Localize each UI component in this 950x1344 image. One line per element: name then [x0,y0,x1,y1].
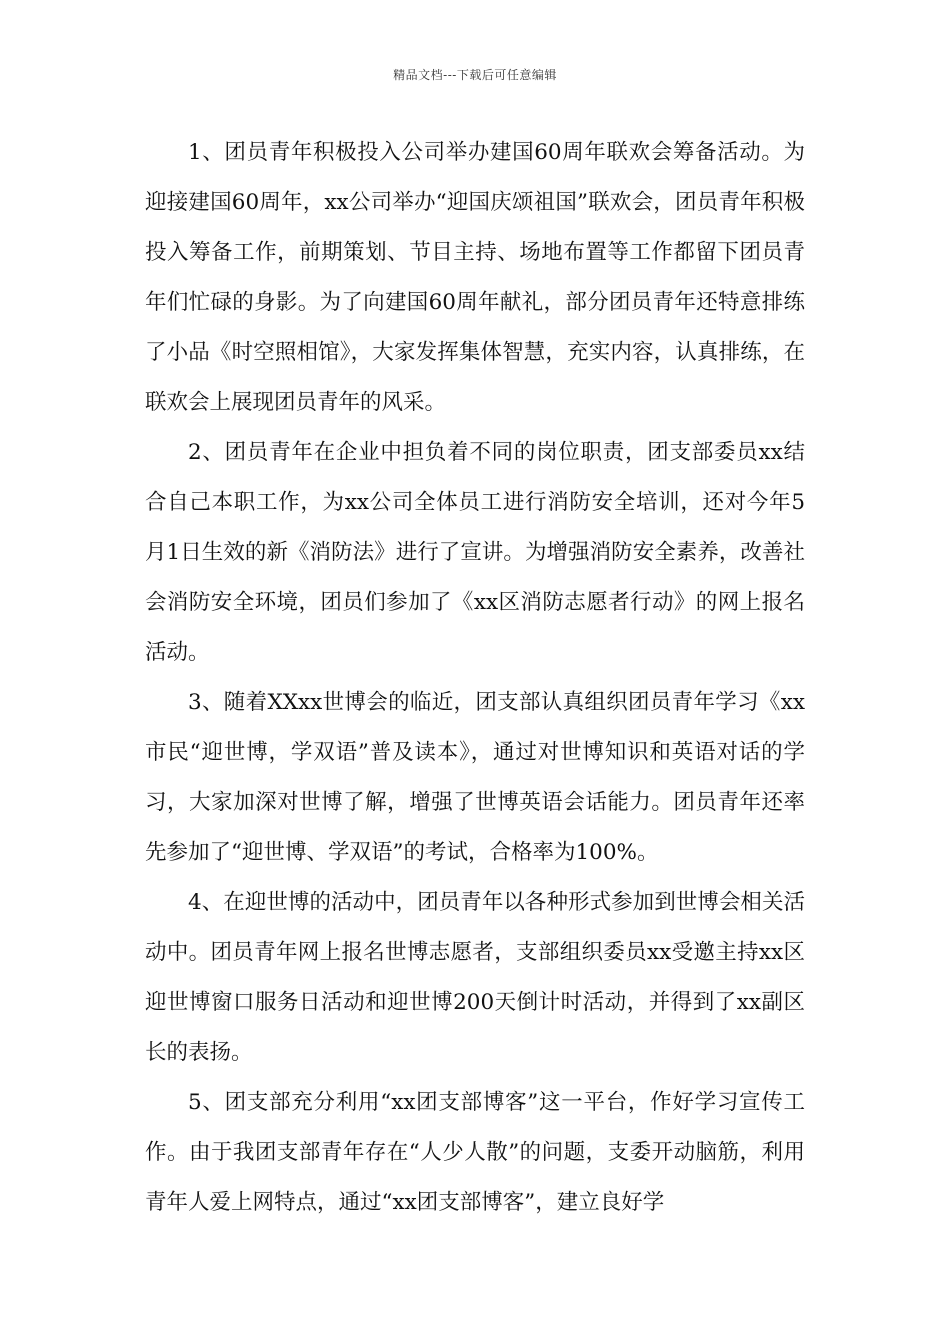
paragraph-1: 1、团员青年积极投入公司举办建国60周年联欢会筹备活动。为迎接建国60周年，xx公司举办“迎国庆颂祖国”联欢会，团员青年积极投入筹备工作，前期策划、节目主持、场地布置等工作都留下团员青年们忙碌的身影。为了向建国60周年献礼，部分团员青年还特意排练了小品《时空照相馆》，大家发挥集体智慧，充实内容，认真排练，在联欢会上展现团员青年的风采。 [145,140,805,415]
paragraph-3: 3、随着XXxx世博会的临近，团支部认真组织团员青年学习《xx市民“迎世博，学双语”普及读本》，通过对世博知识和英语对话的学习，大家加深对世博了解，增强了世博英语会话能力。团员青年还率先参加了“迎世博、学双语”的考试，合格率为100%。 [145,690,805,865]
paragraph-5: 5、团支部充分利用“xx团支部博客”这一平台，作好学习宣传工作。由于我团支部青年存在“人少人散”的问题，支委开动脑筋，利用青年人爱上网特点，通过“xx团支部博客”，建立良好学 [145,1090,805,1215]
page-header: 精品文档---下载后可任意编辑 [393,68,557,82]
paragraph-2: 2、团员青年在企业中担负着不同的岗位职责，团支部委员xx结合自己本职工作，为xx公司全体员工进行消防安全培训，还对今年5月1日生效的新《消防法》进行了宣讲。为增强消防安全素养，改善社会消防安全环境，团员们参加了《xx区消防志愿者行动》的网上报名活动。 [145,440,805,665]
document-body [145,128,805,1228]
paragraph-4: 4、在迎世博的活动中，团员青年以各种形式参加到世博会相关活动中。团员青年网上报名世博志愿者，支部组织委员xx受邀主持xx区迎世博窗口服务日活动和迎世博200天倒计时活动，并得到了xx副区长的表扬。 [145,890,805,1065]
